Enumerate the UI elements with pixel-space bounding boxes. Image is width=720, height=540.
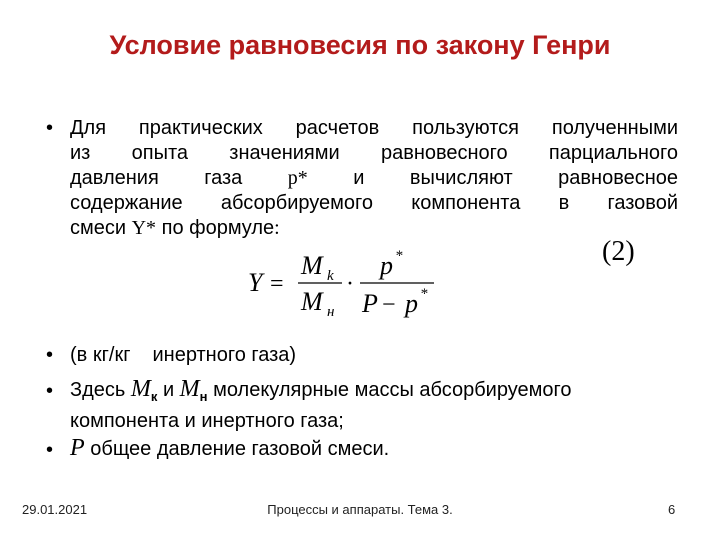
formula-den2-b: p [405,289,418,318]
bullet-1-line-3-b: и вычисляют равновесное [353,167,679,189]
formula-den2-sup: * [420,286,428,302]
formula-den2-a: P [362,289,378,318]
bullet-3-word: Здесь [70,379,126,401]
bullet-4-text-body: общее давление газовой смеси. [90,438,390,460]
bullet-3-line-2: компонента и инертного газа; [70,410,344,432]
formula-num2: p [380,251,393,280]
mass-n-var: M [179,376,200,402]
formula-num1-sub: k [327,268,334,284]
bullet-3 [46,376,678,432]
mass-n-sub: н [199,389,208,404]
bullet-1-line-3-a: давления газа [70,167,243,189]
equation-number: (2) [602,236,635,267]
bullet-2 [46,343,678,368]
mass-k-sub: к [150,389,158,404]
bullet-2-text [70,343,678,368]
partial-pressure-var: p* [287,167,308,189]
footer-date: 29.01.2021 [22,502,88,517]
page-number: 6 [668,502,676,517]
bullet-1-line-1: Для практических расчетов пользуются полученными [70,117,678,139]
bullet-1-text [70,116,678,241]
formula-den1-sub: н [327,304,335,320]
formula-den2-minus: − [382,292,396,318]
bullet-1-line-2: из опыта значениями равновесного парциального [70,142,678,164]
formula-svg [248,246,448,322]
footer-center: Процессы и аппараты. Тема 3. [267,502,453,517]
bullet-1-line-4: содержание абсорбируемого компонента в газовой [70,192,678,214]
formula-num2-sup: * [395,248,403,264]
bullet-3-text [70,377,678,434]
bullet-dot: • [46,380,54,402]
bullet-dot: • [46,439,54,461]
formula-den1: M [301,287,323,316]
bullet-dot: • [46,117,54,139]
bullet-4 [46,436,678,464]
bullet-dot: • [46,344,54,366]
mass-k-var: M [130,376,151,402]
bullet-3-and: и [162,379,175,401]
bullet-1-line-5-b: по формуле [161,217,275,239]
content-var: Y* [131,217,157,239]
bullet-1-line-3 [70,166,678,191]
bullet-1 [46,116,678,241]
page-title: Условие равновесия по закону Генри [109,30,611,60]
total-pressure-var: P [70,435,85,461]
formula-lhs: Y [248,268,263,297]
formula-num1: M [301,251,323,280]
bullet-4-text [70,436,678,462]
bullet-1-line-5 [70,216,678,241]
bullet-1-line-5-a: смеси [70,217,127,239]
formula [248,246,448,327]
bullet-3-line-1 [70,377,678,409]
bullet-2-text-a: (в кг/кг [70,344,131,366]
bullet-3-rest: молекулярные массы абсорбируемого [213,379,572,401]
formula-equals: = [270,271,284,297]
bullet-2-text-b: инертного газа) [152,344,297,366]
formula-dot: · [346,271,354,297]
bullet-1-colon: : [274,217,280,239]
